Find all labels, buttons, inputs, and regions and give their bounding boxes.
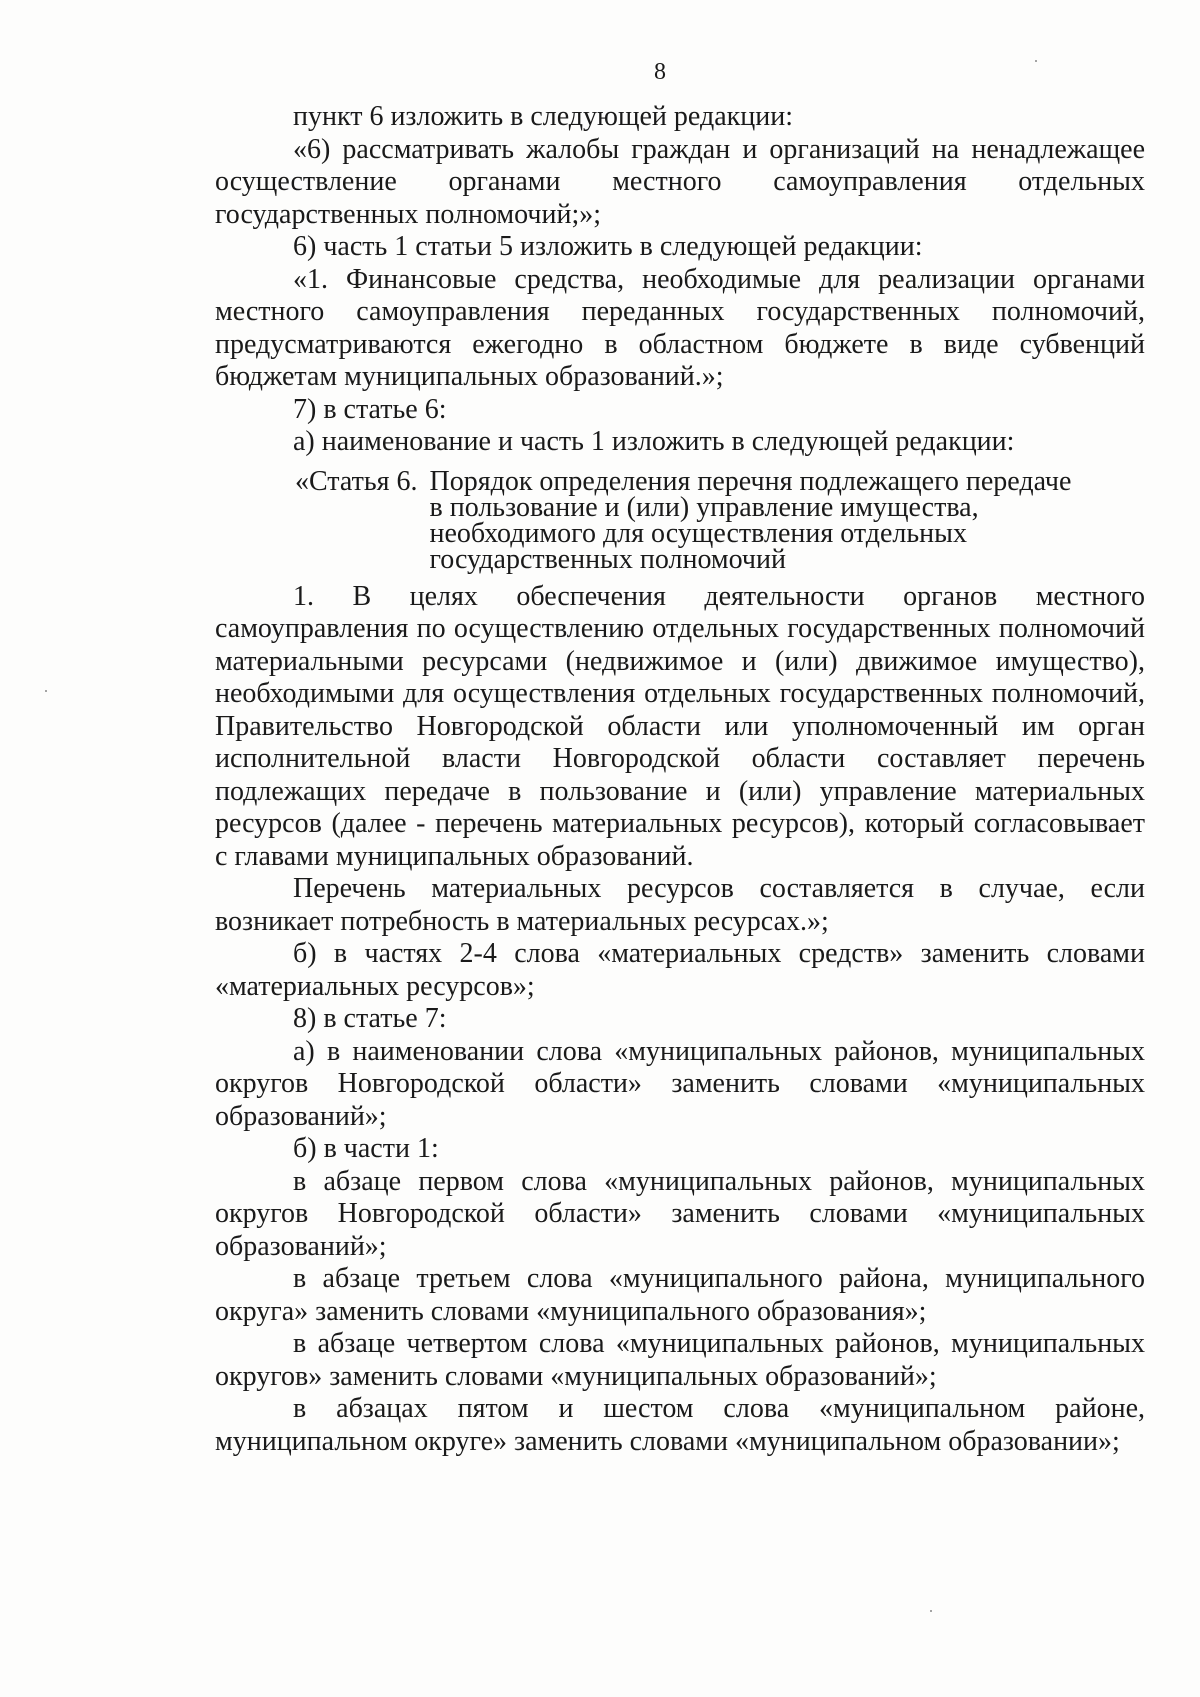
paragraph-14: в абзаце третьем слова «муниципального района, муниципального округа» заменить словами «муниципального образования»; — [215, 1263, 1145, 1327]
paragraph-1: пункт 6 изложить в следующей редакции: — [293, 101, 793, 132]
paragraph-16: в абзацах пятом и шестом слова «муниципальном районе, муниципальном округе» заменить словами «муниципальном образовании»; — [215, 1393, 1145, 1457]
paragraph-10: 8) в статье 7: — [293, 1003, 447, 1034]
paragraph-3: 6) часть 1 статьи 5 изложить в следующей редакции: — [293, 231, 923, 262]
article-title — [417, 465, 1094, 575]
article-heading — [215, 465, 1145, 575]
paragraph-13: в абзаце первом слова «муниципальных районов, муниципальных округов Новгородской области» заменить словами «муниципальных образований»; — [215, 1165, 1145, 1262]
article-title-line: Порядок определения перечня подлежащего передаче — [429, 465, 1072, 497]
paragraph-5: 7) в статье 6: — [293, 393, 447, 425]
article-label: «Статья 6. — [295, 465, 418, 497]
document-body — [215, 101, 1145, 1458]
scan-speck — [45, 690, 47, 692]
paragraph-6: а) наименование и часть 1 изложить в следующей редакции: — [293, 426, 1015, 457]
paragraph-8: Перечень материальных ресурсов составляется в случае, если возникает потребность в материальных ресурсах.»; — [215, 873, 1145, 937]
paragraph-12: б) в части 1: — [293, 1133, 439, 1164]
paragraph-11: а) в наименовании слова «муниципальных районов, муниципальных округов Новгородской области» заменить словами «муниципальных образований»; — [215, 1035, 1145, 1132]
article-title-line: государственных полномочий — [429, 543, 786, 575]
scan-speck — [930, 1610, 932, 1612]
article-title-line: в пользование и (или) управление имущества, — [429, 491, 979, 523]
page-number: 8 — [654, 59, 666, 85]
paragraph-15: в абзаце четвертом слова «муниципальных районов, муниципальных округов» заменить словами «муниципальных образований»; — [215, 1328, 1145, 1392]
scan-speck — [1035, 60, 1037, 62]
paragraph-7: 1. В целях обеспечения деятельности органов местного самоуправления по осуществлению отдельных государственных полномочий материальными ресурсами (недвижимое и (или) движимое имущество), необходимыми для осуществления отдельных государственных полномочий, Правительство Новгородской области или уполномоченный им орган исполнительной власти Новгородской области составляет перечень подлежащих передаче в пользование и (или) управление материальных ресурсов (далее - перечень материальных ресурсов), который согласовывает с главами муниципальных образований. — [215, 580, 1145, 872]
paragraph-9: б) в частях 2-4 слова «материальных средств» заменить словами «материальных ресурсов»; — [215, 938, 1145, 1002]
paragraph-2: «6) рассматривать жалобы граждан и организаций на ненадлежащее осуществление органами местного самоуправления отдельных государственных полномочий;»; — [215, 133, 1145, 230]
paragraph-4: «1. Финансовые средства, необходимые для реализации органами местного самоуправления переданных государственных полномочий, предусматриваются ежегодно в областном бюджете в виде субвенций бюджетам муниципальных образований.»; — [215, 263, 1145, 392]
article-title-line: необходимого для осуществления отдельных — [429, 517, 967, 549]
